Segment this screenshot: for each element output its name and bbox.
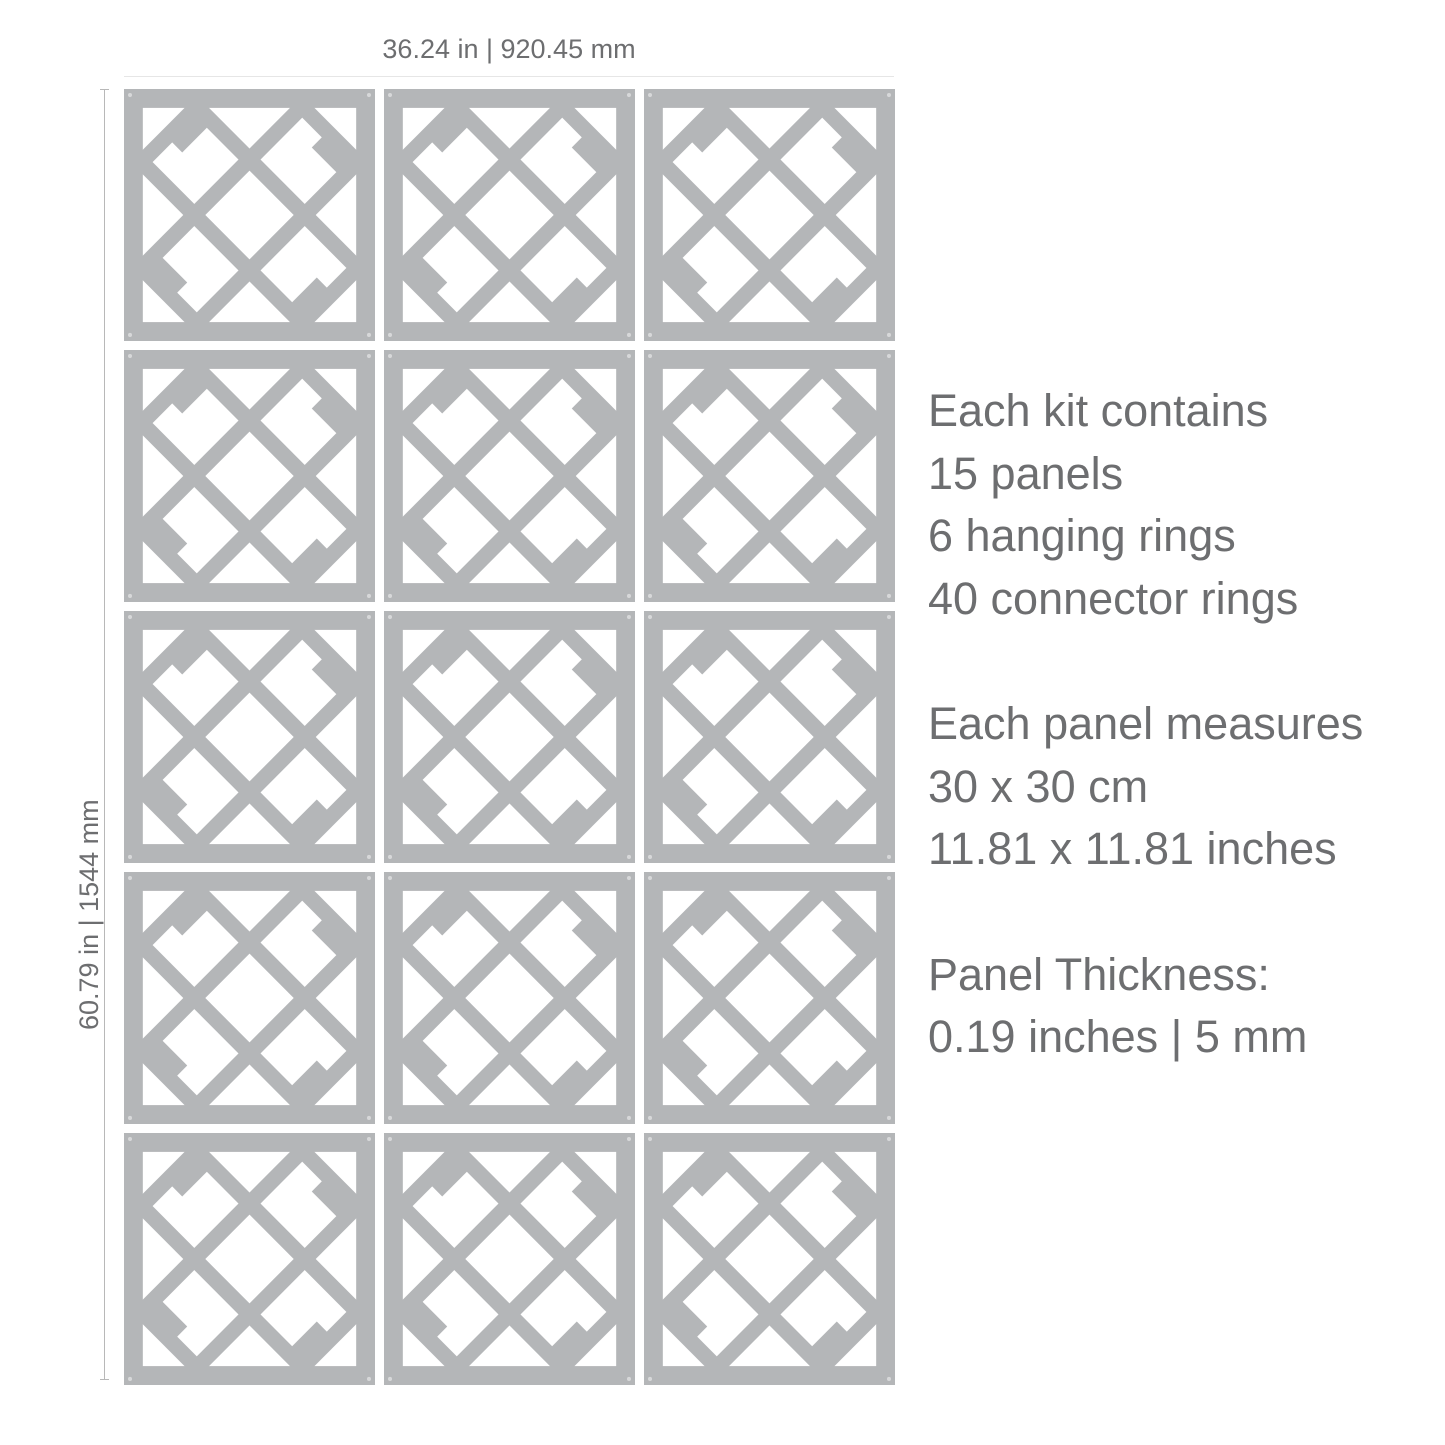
- lattice-pattern-icon: [644, 1133, 895, 1385]
- lattice-panel: [384, 1133, 635, 1385]
- contents-item: 15 panels: [928, 447, 1124, 499]
- lattice-pattern-icon: [124, 350, 375, 602]
- contents-item: 40 connector rings: [928, 572, 1299, 624]
- lattice-panel: [384, 89, 635, 341]
- lattice-pattern-icon: [124, 872, 375, 1124]
- lattice-panel: [124, 89, 375, 341]
- lattice-pattern-icon: [644, 89, 895, 341]
- height-dimension-tick-bottom: [100, 1379, 109, 1380]
- lattice-panel: [384, 611, 635, 863]
- contents-heading: Each kit contains: [928, 385, 1269, 436]
- height-dimension-line: [104, 90, 105, 1380]
- measure-cm: 30 x 30 cm: [928, 760, 1149, 812]
- lattice-pattern-icon: [384, 872, 635, 1124]
- measure-heading: Each panel measures: [928, 698, 1364, 749]
- contents-item: 6 hanging rings: [928, 510, 1236, 561]
- lattice-pattern-icon: [644, 611, 895, 863]
- lattice-pattern-icon: [124, 89, 375, 341]
- lattice-panel: [644, 350, 895, 602]
- kit-info: [928, 380, 1438, 1069]
- width-dimension-label: 36.24 in | 920.45 mm: [382, 34, 636, 64]
- height-dimension-tick-top: [100, 89, 109, 90]
- lattice-panel: [124, 872, 375, 1124]
- lattice-panel: [124, 611, 375, 863]
- lattice-panel: [644, 611, 895, 863]
- height-dimension-label: 60.79 in | 1544 mm: [74, 799, 104, 1030]
- lattice-pattern-icon: [644, 350, 895, 602]
- measure-inches: 11.81 x 11.81 inches: [928, 823, 1337, 874]
- thickness-heading: Panel Thickness:: [928, 948, 1270, 1000]
- lattice-pattern-icon: [644, 872, 895, 1124]
- width-dimension-guide: [124, 76, 894, 77]
- lattice-panel: [644, 1133, 895, 1385]
- spacer: [928, 630, 1438, 693]
- spacer: [928, 881, 1438, 944]
- lattice-panel: [124, 350, 375, 602]
- lattice-panel: [384, 350, 635, 602]
- lattice-panel: [124, 1133, 375, 1385]
- thickness-value: 0.19 inches | 5 mm: [928, 1011, 1308, 1062]
- lattice-pattern-icon: [384, 611, 635, 863]
- lattice-panel: [644, 89, 895, 341]
- lattice-panel: [644, 872, 895, 1124]
- lattice-pattern-icon: [384, 1133, 635, 1385]
- lattice-pattern-icon: [124, 1133, 375, 1385]
- lattice-pattern-icon: [384, 89, 635, 341]
- lattice-panel: [384, 872, 635, 1124]
- lattice-pattern-icon: [124, 611, 375, 863]
- lattice-pattern-icon: [384, 350, 635, 602]
- panel-grid: [124, 89, 895, 1385]
